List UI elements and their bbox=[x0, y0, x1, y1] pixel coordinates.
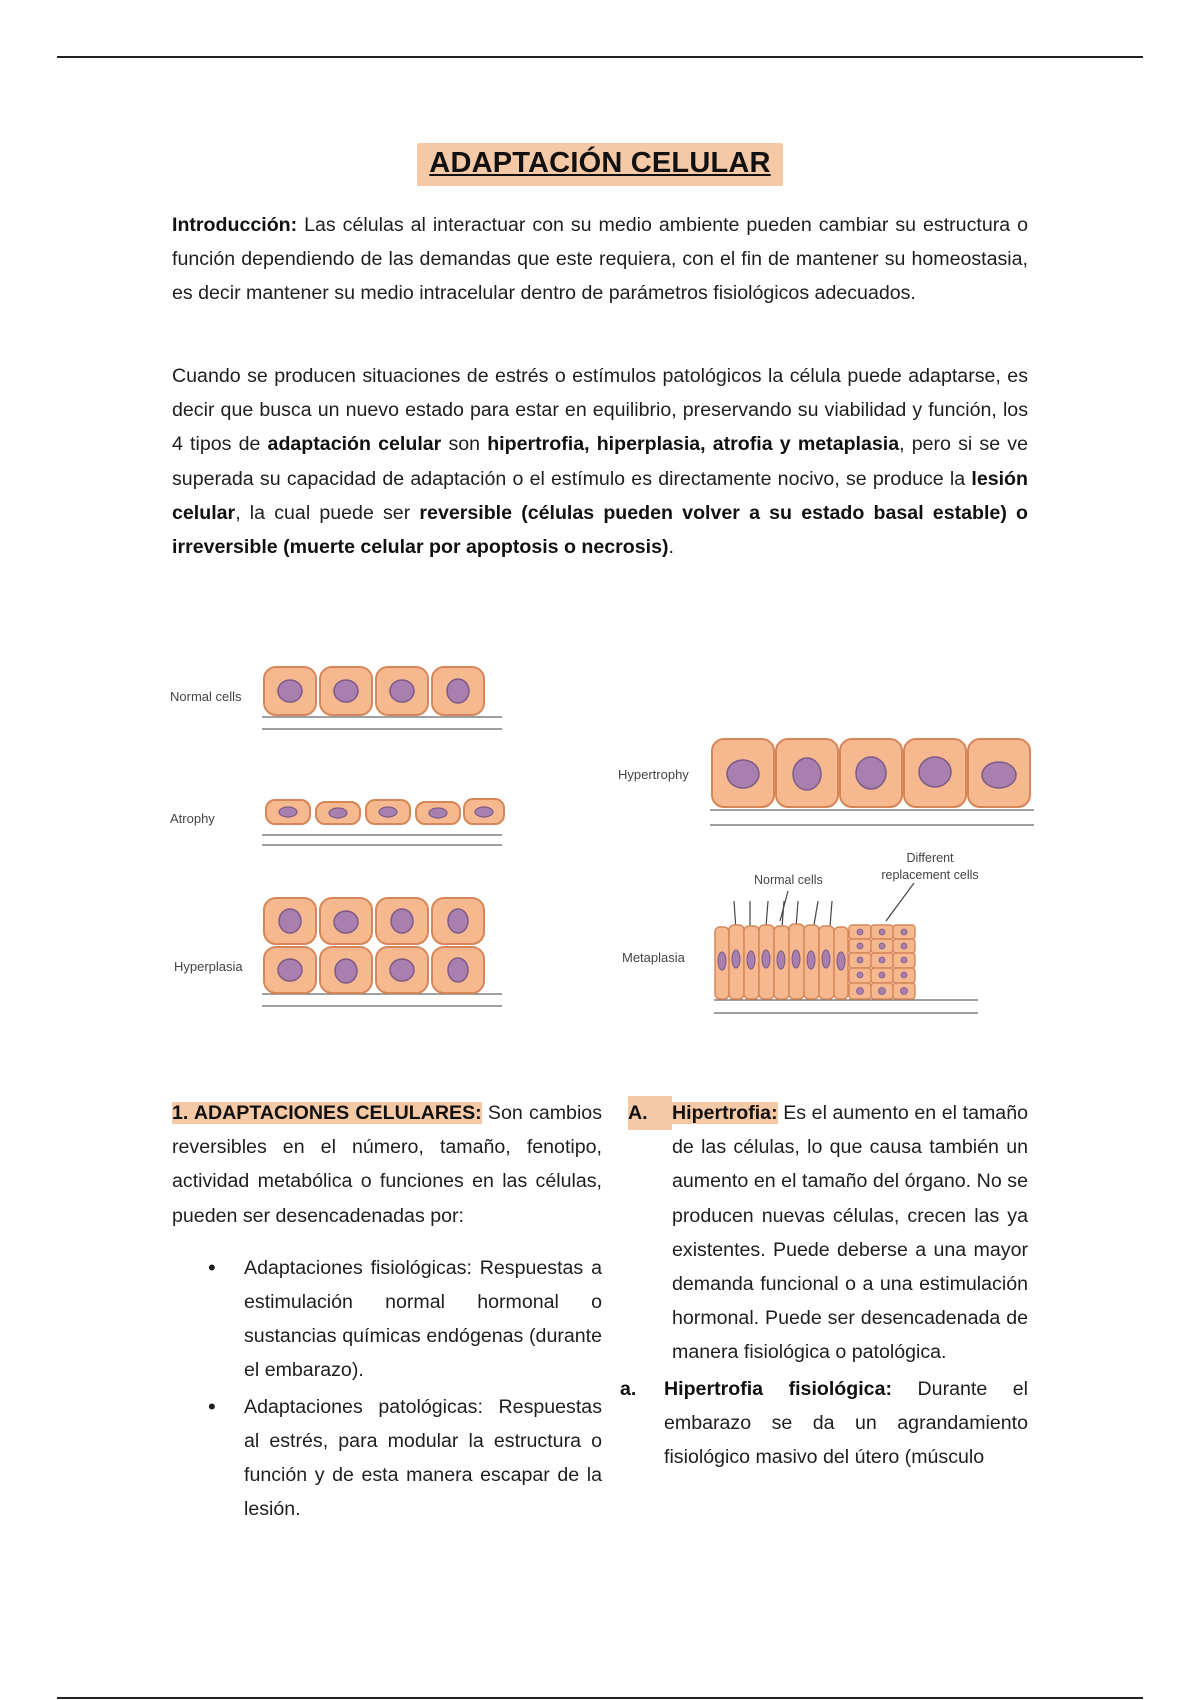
list-item: • Adaptaciones patológicas: Respuestas al estrés, para modular la estructura o función y de esta manera escapar de la lesión. bbox=[244, 1390, 602, 1527]
adaptations-text: Son cambios reversibles en el número, tamaño, fenotipo, actividad metabólica o funciones en las células, pueden ser desencadenadas por: bbox=[172, 1102, 602, 1227]
list-item: • Adaptaciones fisiológicas: Respuestas a estimulación normal hormonal o sustancias químicas endógenas (durante el embarazo). bbox=[244, 1251, 602, 1388]
physiological-hypertrophy-item bbox=[620, 1372, 1028, 1475]
label-metaplasia: Metaplasia bbox=[622, 950, 685, 965]
hypertrophy-item bbox=[628, 1096, 1028, 1370]
adaptations-heading: 1. ADAPTACIONES CELULARES: bbox=[172, 1102, 482, 1124]
para2-text-3: , pero si se ve superada su capacidad de adaptación o el estímulo es directamente nocivo, se produce la bbox=[172, 433, 1028, 490]
physiological-label: Hipertrofia fisiológica: bbox=[664, 1377, 893, 1400]
hypertrophy-label: Hipertrofia: bbox=[672, 1102, 778, 1124]
para2-bold-4: reversible (células pueden volver a su estado basal estable) o irreversible (muerte celular por apoptosis o necrosis) bbox=[172, 501, 1029, 559]
title-wrap bbox=[0, 143, 1200, 186]
para2-bold-3: lesión celular bbox=[172, 467, 1028, 524]
label-hyperplasia: Hyperplasia bbox=[174, 959, 243, 974]
page-title: ADAPTACIÓN CELULAR bbox=[417, 143, 782, 186]
para2-text-2: son bbox=[441, 433, 488, 456]
physiological-text: Durante el embarazo se da un agrandamiento fisiológico masivo del útero (músculo bbox=[664, 1377, 1028, 1469]
adaptations-list bbox=[172, 1251, 602, 1527]
hypertrophy-text: Es el aumento en el tamaño de las células, lo que causa también un aumento en el tamaño del órgano. No se producen nuevas células, crecen las ya existentes. Puede deberse a una mayor demanda funcional o a una estimulación hormonal. Puede ser desencadenada de manera fisiológica o patológica. bbox=[672, 1102, 1028, 1364]
adaptations-intro bbox=[172, 1096, 602, 1233]
physiological-lead: a. bbox=[620, 1377, 637, 1400]
intro-text: Las células al interactuar con su medio ambiente pueden cambiar su estructura o función dependiendo de las demandas que este requiera, con el fin de mantener su homeostasia, es decir mantener su medio intracelular dentro de parámetros fisiológicos adecuados. bbox=[172, 214, 1028, 305]
label-normal-cells: Normal cells bbox=[170, 689, 242, 704]
top-rule bbox=[57, 56, 1143, 58]
hyperplasia-rows bbox=[264, 898, 484, 993]
hypertrophy-column bbox=[620, 1096, 1028, 1474]
hypertrophy-lead: A. bbox=[628, 1096, 672, 1130]
para2-bold-1: adaptación celular bbox=[267, 433, 442, 456]
label-meta-normal-cells: Normal cells bbox=[754, 873, 823, 887]
intro-label: Introducción: bbox=[172, 214, 298, 236]
label-atrophy: Atrophy bbox=[170, 811, 215, 826]
para2-text-5: . bbox=[668, 536, 674, 559]
para2-bold-2: hipertrofia, hiperplasia, atrofia y metaplasia bbox=[487, 433, 900, 456]
atrophy-row bbox=[266, 799, 504, 824]
para2-text-1: Cuando se producen situaciones de estrés o estímulos patológicos la célula puede adaptarse, es decir que busca un nuevo estado para estar en equilibrio, preservando su viabilidad y función, los 4 tipos de bbox=[172, 365, 1028, 456]
label-meta-different: Different bbox=[906, 851, 954, 865]
intro-paragraph bbox=[172, 208, 1028, 311]
label-hypertrophy: Hypertrophy bbox=[618, 767, 689, 782]
cell-adaptation-figure bbox=[168, 655, 1038, 1035]
metaplasia-group bbox=[715, 883, 915, 999]
hypertrophy-row bbox=[712, 739, 1030, 807]
normal-cells-row bbox=[264, 667, 484, 715]
adaptations-column bbox=[172, 1096, 602, 1528]
label-meta-replacement: replacement cells bbox=[881, 868, 979, 882]
stress-paragraph bbox=[172, 359, 1028, 564]
para2-text-4: , la cual puede ser bbox=[235, 501, 420, 524]
figure-svg bbox=[168, 655, 1038, 1035]
bottom-rule bbox=[57, 1697, 1143, 1699]
